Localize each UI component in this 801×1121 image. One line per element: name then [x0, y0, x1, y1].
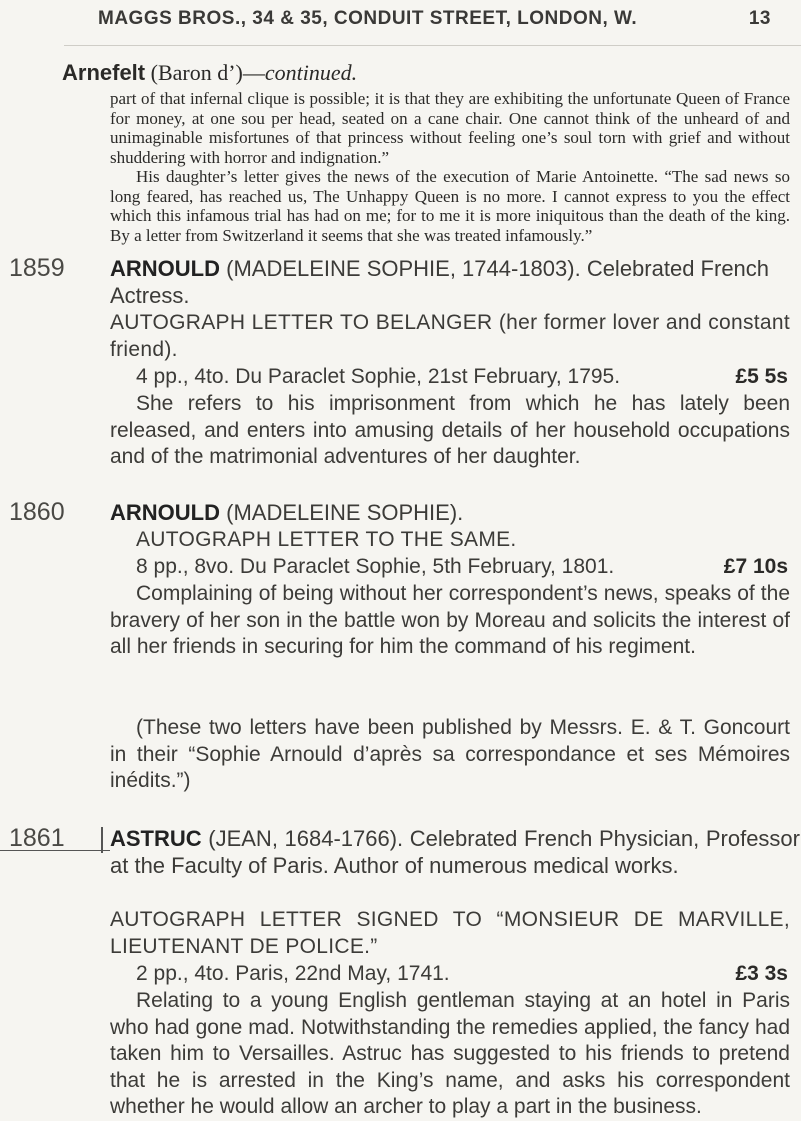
lot-description: Complaining of being without her correspondent’s news, speaks of the bravery of her son in the battle won by Moreau and solicits the interest of all her friends in securing for him the command of his regiment.	[110, 582, 790, 658]
lot-price: £3 3s	[735, 962, 788, 985]
lot-description: She refers to his imprisonment from which he has lately been released, and enters into amusing details of her household occupations and of the matrimonial adventures of her daughter.	[110, 392, 790, 468]
lot-price: £5 5s	[735, 365, 788, 388]
lot-heading	[110, 500, 800, 527]
lot-heading	[110, 826, 800, 879]
lot-heading-rest: (MADELEINE SOPHIE, 1744-1803). Celebrated French Actress.	[110, 256, 770, 308]
continued-paragraph-2: His daughter’s letter gives the news of the execution of Marie Antoinette. “The sad news so long feared, has reached us, The Unhappy Queen is no more. I cannot express to you the effect which this infamous trial has had on me; for to me it is more iniquitous than the death of the king. By a letter from Switzerland it seems that she was treated infamously.”	[110, 167, 790, 245]
continued-paragraph-1: part of that infernal clique is possible; it is that they are exhibiting the unfortunate Queen of France for money, at one sou per head, seated on a cane chair. One cannot think of the unheard of and unimaginable misfortunes of that princess without feeling one’s soul torn with grief and without shuddering with horror and indignation.”	[110, 89, 790, 167]
entry-subtitle: (Baron d’)—	[150, 60, 265, 85]
lot-number: 1860	[9, 498, 65, 526]
lot-name: ARNOULD	[110, 256, 220, 281]
lot-name: ASTRUC	[110, 826, 202, 851]
lot-price: £7 10s	[723, 555, 788, 578]
continued-entry-heading	[62, 60, 357, 86]
running-head	[0, 4, 801, 38]
continued-label: continued.	[264, 60, 358, 85]
lot-name: ARNOULD	[110, 500, 220, 525]
lot-item-title: AUTOGRAPH LETTER TO THE SAME.	[136, 528, 517, 551]
lot-heading-rest: (MADELEINE SOPHIE).	[220, 500, 464, 525]
lot-heading-rest: (JEAN, 1684-1766). Celebrated French Physician, Professor at the Faculty of Paris. Author of numerous medical works.	[110, 826, 800, 878]
lot-item-title: AUTOGRAPH LETTER TO BELANGER (her former lover and constant friend).	[110, 311, 790, 361]
lot-description: Relating to a young English gentleman staying at an hotel in Paris who had gone mad. Notwithstanding the remedies applied, the fancy had taken him to Versailles. Astruc has suggested to his friends to pretend that he is arrested in the King’s name, and asks his correspondent whether he would allow an archer to play a part in the business.	[110, 989, 790, 1118]
lot-number: 1859	[9, 254, 65, 282]
lot-heading	[110, 256, 800, 309]
page-number: 13	[748, 8, 771, 29]
margin-bracket	[101, 827, 103, 853]
lot-details-text: 2 pp., 4to. Paris, 22nd May, 1741.	[136, 962, 450, 985]
lot-number: 1861	[9, 824, 65, 852]
entry-name: Arnefelt	[62, 60, 146, 85]
header-rule	[64, 45, 801, 46]
lot-item-title: AUTOGRAPH LETTER SIGNED TO “MONSIEUR DE MARVILLE, LIEUTENANT DE POLICE.”	[110, 908, 790, 958]
lot-details	[110, 554, 790, 581]
lot-details-text: 8 pp., 8vo. Du Paraclet Sophie, 5th February, 1801.	[136, 555, 615, 578]
lot-details-text: 4 pp., 4to. Du Paraclet Sophie, 21st February, 1795.	[136, 365, 621, 388]
lot-details	[110, 364, 790, 391]
lot-details	[110, 961, 790, 988]
lot-note: (These two letters have been published by Messrs. E. & T. Goncourt in their “Sophie Arnould d’après sa correspondance et ses Mémoires inédits.”)	[110, 716, 790, 792]
running-head-title: MAGGS BROS., 34 & 35, CONDUIT STREET, LONDON, W.	[98, 8, 638, 29]
